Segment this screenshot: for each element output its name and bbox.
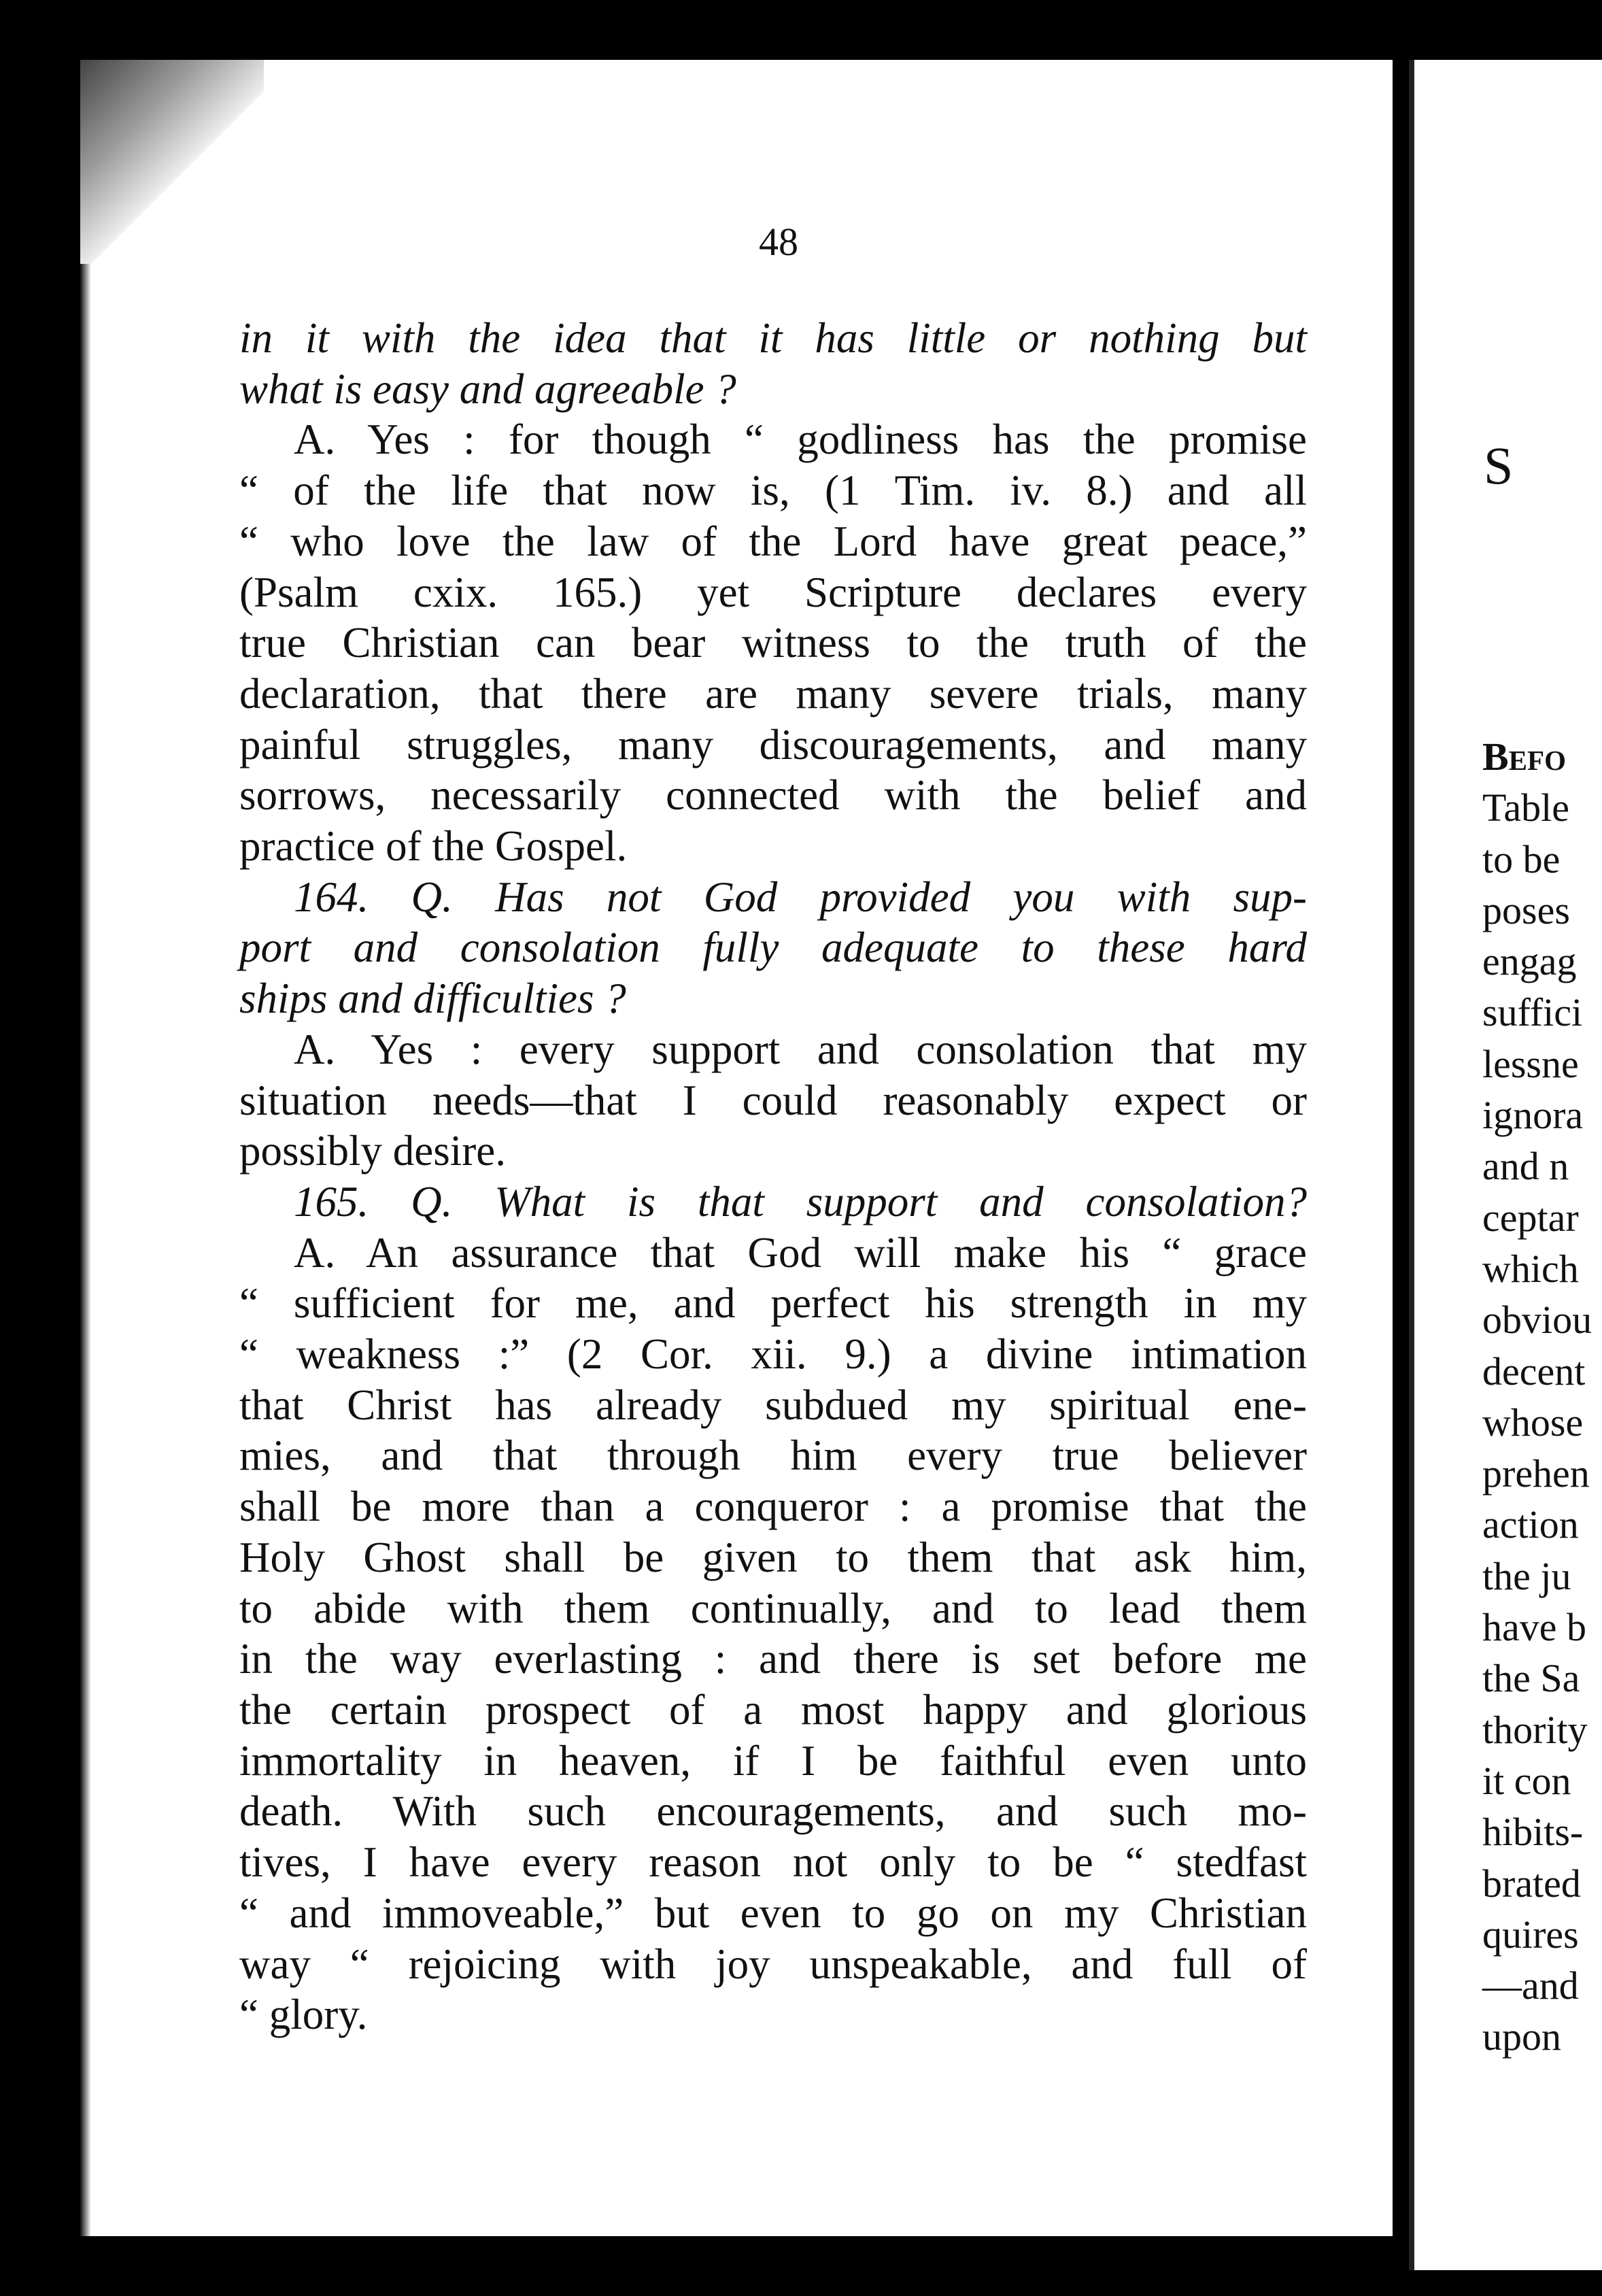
text-line: which: [1482, 1246, 1579, 1291]
text-line: immortality in heaven, if I be faithful even unto: [239, 1736, 1307, 1785]
text-line: (Psalm cxix. 165.) yet Scripture declares every: [239, 568, 1307, 616]
text-line: decent: [1482, 1349, 1586, 1394]
text-line: port and consolation fully adequate to these hard: [239, 924, 1307, 972]
text-line: “ glory.: [239, 1991, 368, 2039]
text-line: upon: [1482, 2014, 1561, 2059]
text-line: thority: [1482, 1707, 1588, 1752]
text-line: in the way everlasting : and there is set before me: [239, 1635, 1307, 1683]
text-line: sorrows, necessarily connected with the belief and: [239, 771, 1307, 820]
text-line: painful struggles, many discouragements, and many: [239, 720, 1307, 769]
text-line: “ sufficient for me, and perfect his strength in my: [239, 1279, 1307, 1328]
question-165: 165. Q. What is that support and consolation?: [294, 1177, 1307, 1226]
text-line: “ and immoveable,” but even to go on my Christian: [239, 1889, 1307, 1937]
text-line: and n: [1482, 1144, 1569, 1189]
text-line: it con: [1482, 1758, 1571, 1803]
text-line: mies, and that through him every true believer: [239, 1432, 1307, 1480]
text-line: the Sa: [1482, 1656, 1580, 1701]
left-page-body: [239, 313, 1307, 2040]
text-line: Table: [1482, 786, 1569, 830]
text-line: declaration, that there are many severe trials, many: [239, 669, 1307, 718]
text-line: poses: [1482, 888, 1570, 932]
text-line: whose: [1482, 1400, 1584, 1445]
text-line: ceptar: [1482, 1195, 1579, 1240]
text-line: quires: [1482, 1912, 1579, 1957]
text-line: in it with the idea that it has little or nothing but: [239, 314, 1307, 362]
text-line: ignora: [1482, 1093, 1584, 1138]
text-line: true Christian can bear witness to the truth of the: [239, 619, 1307, 667]
page-number: 48: [759, 220, 798, 264]
text-line: the certain prospect of a most happy and glorious: [239, 1685, 1307, 1734]
answer-164: A. Yes : every support and consolation that my: [294, 1025, 1307, 1073]
text-line: Befo: [1482, 735, 1566, 779]
text-line: possibly desire.: [239, 1127, 506, 1175]
text-line: what is easy and agreeable ?: [239, 365, 736, 413]
text-line: that Christ has already subdued my spiritual ene-: [239, 1381, 1307, 1429]
text-line: to be: [1482, 837, 1561, 881]
text-line: to abide with them continually, and to lead them: [239, 1584, 1307, 1632]
text-line: have b: [1482, 1605, 1586, 1650]
text-line: prehen: [1482, 1451, 1590, 1496]
text-line: lessne: [1482, 1041, 1579, 1086]
right-page-header: S: [1484, 436, 1514, 495]
text-line: obviou: [1482, 1298, 1592, 1343]
text-line: tives, I have every reason not only to be “ stedfast: [239, 1838, 1307, 1887]
text-line: Holy Ghost shall be given to them that ask him,: [239, 1533, 1307, 1581]
text-line: action: [1482, 1502, 1579, 1547]
text-line: brated: [1482, 1861, 1581, 1906]
text-line: A. Yes : for though “ godliness has the promise: [294, 416, 1307, 464]
text-line: practice of the Gospel.: [239, 822, 628, 871]
text-line: “ who love the law of the Lord have great peace,”: [239, 517, 1307, 565]
question-164: 164. Q. Has not God provided you with sup-: [294, 873, 1307, 921]
text-line: ships and difficulties ?: [239, 975, 626, 1023]
text-line: “ weakness :” (2 Cor. xii. 9.) a divine intimation: [239, 1330, 1307, 1379]
text-line: hibits-: [1482, 1810, 1584, 1855]
text-line: shall be more than a conqueror : a promise that the: [239, 1483, 1307, 1531]
text-line: —and: [1482, 1963, 1579, 2008]
text-line: situation needs—that I could reasonably expect or: [239, 1076, 1307, 1124]
text-line: death. With such encouragements, and such mo-: [239, 1787, 1307, 1836]
right-page-body: [1482, 731, 1592, 2063]
text-line: “ of the life that now is, (1 Tim. iv. 8.) and all: [239, 467, 1307, 515]
text-line: suffici: [1482, 990, 1583, 1035]
answer-165: A. An assurance that God will make his “ grace: [294, 1228, 1307, 1277]
text-line: engag: [1482, 939, 1577, 984]
text-line: the ju: [1482, 1553, 1571, 1598]
text-line: way “ rejoicing with joy unspeakable, and full of: [239, 1940, 1307, 1988]
